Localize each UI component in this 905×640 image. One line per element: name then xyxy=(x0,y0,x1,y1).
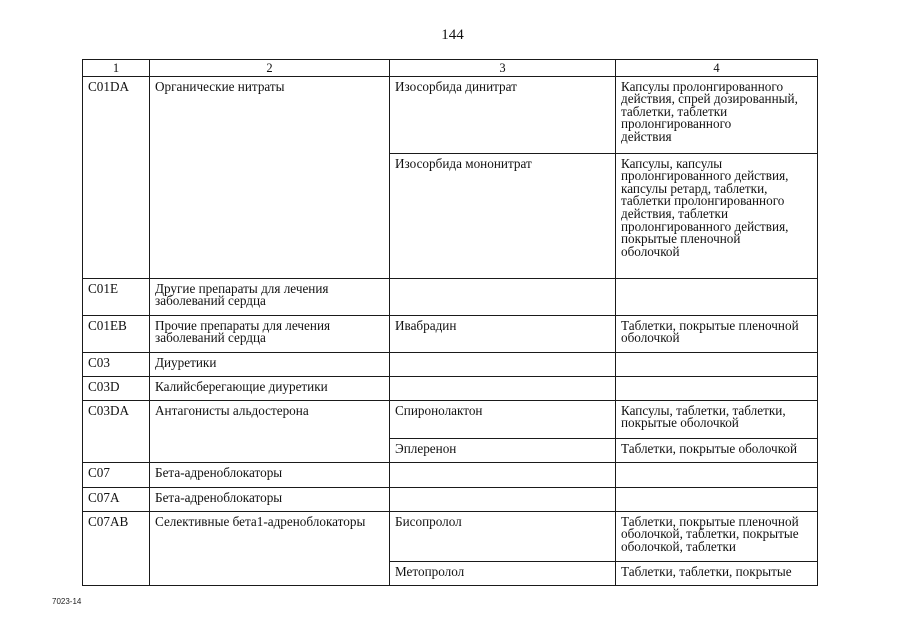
group-name-cell: Селективные бета1-адреноблокаторы xyxy=(150,511,390,585)
table-row xyxy=(83,462,818,487)
drug-name-cell: Ивабрадин xyxy=(390,315,616,352)
atc-code-cell: C07 xyxy=(83,462,150,487)
atc-code-cell: C07A xyxy=(83,487,150,511)
atc-code-cell: C01E xyxy=(83,278,150,315)
drug-name-cell: Изосорбида мононитрат xyxy=(390,153,616,278)
group-name-cell: Прочие препараты для лечения заболеваний сердца xyxy=(150,315,390,352)
table-row xyxy=(83,487,818,511)
drug-name-cell xyxy=(390,278,616,315)
drug-name-cell: Бисопролол xyxy=(390,511,616,561)
atc-code-cell: C03D xyxy=(83,376,150,400)
drug-classification-table xyxy=(82,59,818,586)
atc-code-cell: C01EB xyxy=(83,315,150,352)
dosage-forms-cell: Таблетки, покрытые пленочной оболочкой, таблетки, покрытые оболочкой, таблетки xyxy=(616,511,818,561)
drug-name-cell xyxy=(390,376,616,400)
dosage-forms-cell xyxy=(616,352,818,376)
group-name-cell: Органические нитраты xyxy=(150,76,390,278)
drug-name-cell xyxy=(390,487,616,511)
drug-name-cell: Изосорбида динитрат xyxy=(390,76,616,153)
group-name-cell: Диуретики xyxy=(150,352,390,376)
column-header: 4 xyxy=(616,60,818,77)
dosage-forms-cell: Таблетки, таблетки, покрытые xyxy=(616,561,818,585)
page-number: 144 xyxy=(441,27,464,43)
table-row xyxy=(83,278,818,315)
dosage-forms-cell xyxy=(616,462,818,487)
table-row xyxy=(83,511,818,561)
atc-code-cell: C03 xyxy=(83,352,150,376)
drug-name-cell: Эплеренон xyxy=(390,438,616,462)
column-header: 3 xyxy=(390,60,616,77)
dosage-forms-cell: Таблетки, покрытые пленочной оболочкой xyxy=(616,315,818,352)
column-header: 2 xyxy=(150,60,390,77)
dosage-forms-cell xyxy=(616,278,818,315)
dosage-forms-cell xyxy=(616,487,818,511)
drug-name-cell xyxy=(390,352,616,376)
table-row xyxy=(83,376,818,400)
drug-name-cell xyxy=(390,462,616,487)
drug-name-cell: Спиронолактон xyxy=(390,400,616,438)
dosage-forms-cell: Капсулы пролонгированного действия, спрей дозированный, таблетки, таблетки пролонгированного действия xyxy=(616,76,818,153)
group-name-cell: Другие препараты для лечения заболеваний сердца xyxy=(150,278,390,315)
atc-code-cell: C03DA xyxy=(83,400,150,462)
group-name-cell: Бета-адреноблокаторы xyxy=(150,487,390,511)
drug-name-cell: Метопролол xyxy=(390,561,616,585)
atc-code-cell: C07AB xyxy=(83,511,150,585)
group-name-cell: Бета-адреноблокаторы xyxy=(150,462,390,487)
atc-code-cell: C01DA xyxy=(83,76,150,278)
dosage-forms-cell: Капсулы, капсулы пролонгированного действия, капсулы ретард, таблетки, таблетки пролонгированного действия, таблетки пролонгированного действия, покрытые пленочной оболочкой xyxy=(616,153,818,278)
dosage-forms-cell: Таблетки, покрытые оболочкой xyxy=(616,438,818,462)
table-row xyxy=(83,352,818,376)
table-row xyxy=(83,315,818,352)
table-header-row xyxy=(83,60,818,77)
dosage-forms-cell: Капсулы, таблетки, таблетки, покрытые оболочкой xyxy=(616,400,818,438)
group-name-cell: Калийсберегающие диуретики xyxy=(150,376,390,400)
table-row xyxy=(83,400,818,438)
group-name-cell: Антагонисты альдостерона xyxy=(150,400,390,462)
document-code: 7023-14 xyxy=(52,597,82,606)
dosage-forms-cell xyxy=(616,376,818,400)
table-row xyxy=(83,76,818,153)
column-header: 1 xyxy=(83,60,150,77)
